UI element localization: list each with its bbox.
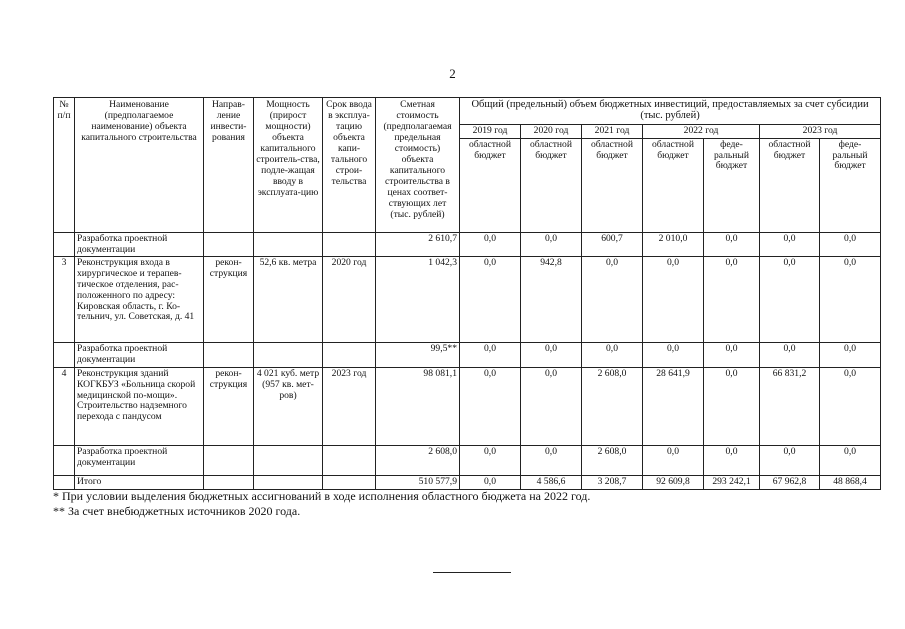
row-number-cell — [54, 343, 75, 368]
object-name-cell: Реконструкция входа в хирургическое и терапев-тическое отделения, рас-положенного по адресу: Кировская область, г. Ко-тельнич, ул. Советская, д. 41 — [75, 257, 204, 343]
amount-cell: 0,0 — [582, 343, 643, 368]
row-number-cell: 4 — [54, 367, 75, 445]
amount-cell: 3 208,7 — [582, 475, 643, 489]
header-sub: областной бюджет — [521, 138, 582, 232]
cost-cell: 510 577,9 — [376, 475, 460, 489]
amount-cell: 0,0 — [760, 343, 820, 368]
cost-cell: 1 042,3 — [376, 257, 460, 343]
amount-cell: 48 868,4 — [820, 475, 881, 489]
amount-cell: 0,0 — [704, 232, 760, 257]
term-cell: 2020 год — [323, 257, 376, 343]
term-cell: 2023 год — [323, 367, 376, 445]
amount-cell: 942,8 — [521, 257, 582, 343]
footnotes — [53, 489, 590, 519]
term-cell — [323, 343, 376, 368]
row-number-cell — [54, 475, 75, 489]
cost-cell: 98 081,1 — [376, 367, 460, 445]
amount-cell: 0,0 — [521, 367, 582, 445]
amount-cell: 2 010,0 — [643, 232, 704, 257]
object-name-cell: Реконструкция зданий КОГКБУЗ «Больница скорой медицинской по-мощи». Строительство надземного перехода с пандусом — [75, 367, 204, 445]
amount-cell: 0,0 — [460, 232, 521, 257]
object-name-cell: Разработка проектной документации — [75, 232, 204, 257]
header-year: 2022 год — [643, 125, 760, 139]
direction-cell — [204, 445, 254, 475]
amount-cell: 0,0 — [643, 343, 704, 368]
row-number-cell: 3 — [54, 257, 75, 343]
header-sub: областной бюджет — [643, 138, 704, 232]
header-sub: областной бюджет — [460, 138, 521, 232]
amount-cell: 2 608,0 — [582, 445, 643, 475]
amount-cell: 0,0 — [643, 257, 704, 343]
table-row — [54, 445, 881, 475]
term-cell — [323, 475, 376, 489]
amount-cell: 0,0 — [460, 367, 521, 445]
amount-cell: 2 608,0 — [582, 367, 643, 445]
header-direction: Направ-ление инвести-рования — [204, 98, 254, 233]
header-capacity: Мощность (прирост мощности) объекта капитального строитель-ства, подле-жащая вводу в эксплуата-цию — [254, 98, 323, 233]
cost-cell: 2 608,0 — [376, 445, 460, 475]
amount-cell: 0,0 — [704, 343, 760, 368]
amount-cell: 4 586,6 — [521, 475, 582, 489]
direction-cell: рекон-струкция — [204, 257, 254, 343]
header-name: Наименование (предполагаемое наименование) объекта капитального строительства — [75, 98, 204, 233]
capacity-cell — [254, 232, 323, 257]
header-cost: Сметная стоимость (предполагаемая предельная стоимость) объекта капитального строительства в ценах соответ-ствующих лет (тыс. рублей) — [376, 98, 460, 233]
header-total-invest: Общий (предельный) объем бюджетных инвестиций, предоставляемых за счет субсидии (тыс. рублей) — [460, 98, 881, 125]
footnote: ** За счет внебюджетных источников 2020 года. — [53, 504, 301, 518]
direction-cell — [204, 232, 254, 257]
table-row — [54, 475, 881, 489]
amount-cell: 0,0 — [704, 445, 760, 475]
amount-cell: 0,0 — [521, 445, 582, 475]
capacity-cell — [254, 343, 323, 368]
amount-cell: 92 609,8 — [643, 475, 704, 489]
header-sub: феде-ральный бюджет — [704, 138, 760, 232]
amount-cell: 0,0 — [820, 257, 881, 343]
row-number-cell — [54, 445, 75, 475]
amount-cell: 28 641,9 — [643, 367, 704, 445]
cost-cell: 2 610,7 — [376, 232, 460, 257]
header-year: 2023 год — [760, 125, 881, 139]
amount-cell: 0,0 — [820, 343, 881, 368]
header-year: 2019 год — [460, 125, 521, 139]
header-sub: областной бюджет — [760, 138, 820, 232]
amount-cell: 0,0 — [460, 475, 521, 489]
budget-table — [53, 97, 881, 490]
header-num: № п/п — [54, 98, 75, 233]
amount-cell: 0,0 — [820, 232, 881, 257]
amount-cell: 293 242,1 — [704, 475, 760, 489]
amount-cell: 0,0 — [643, 445, 704, 475]
cost-cell: 99,5** — [376, 343, 460, 368]
header-sub: феде-ральный бюджет — [820, 138, 881, 232]
amount-cell: 600,7 — [582, 232, 643, 257]
capacity-cell: 4 021 куб. метр (957 кв. мет-ров) — [254, 367, 323, 445]
header-sub: областной бюджет — [582, 138, 643, 232]
table-body — [54, 232, 881, 489]
capacity-cell — [254, 475, 323, 489]
capacity-cell: 52,6 кв. метра — [254, 257, 323, 343]
amount-cell: 0,0 — [704, 367, 760, 445]
term-cell — [323, 232, 376, 257]
capacity-cell — [254, 445, 323, 475]
table-row — [54, 343, 881, 368]
amount-cell: 0,0 — [820, 367, 881, 445]
amount-cell: 0,0 — [460, 343, 521, 368]
direction-cell — [204, 343, 254, 368]
amount-cell: 0,0 — [582, 257, 643, 343]
object-name-cell: Разработка проектной документации — [75, 445, 204, 475]
amount-cell: 0,0 — [760, 257, 820, 343]
amount-cell: 66 831,2 — [760, 367, 820, 445]
amount-cell: 0,0 — [820, 445, 881, 475]
amount-cell: 0,0 — [521, 343, 582, 368]
header-year: 2020 год — [521, 125, 582, 139]
amount-cell: 0,0 — [460, 445, 521, 475]
table-row — [54, 367, 881, 445]
amount-cell: 67 962,8 — [760, 475, 820, 489]
object-name-cell: Разработка проектной документации — [75, 343, 204, 368]
amount-cell: 0,0 — [704, 257, 760, 343]
row-number-cell — [54, 232, 75, 257]
header-year: 2021 год — [582, 125, 643, 139]
footnote: * При условии выделения бюджетных ассигнований в ходе исполнения областного бюджета на 2022 год. — [53, 489, 591, 503]
header-term: Срок ввода в эксплуа-тацию объекта капи-тального строи-тельства — [323, 98, 376, 233]
page-number: 2 — [449, 66, 456, 81]
object-name-cell: Итого — [75, 475, 204, 489]
direction-cell: рекон-струкция — [204, 367, 254, 445]
direction-cell — [204, 475, 254, 489]
amount-cell: 0,0 — [760, 232, 820, 257]
divider-line — [433, 572, 511, 573]
amount-cell: 0,0 — [521, 232, 582, 257]
table-row — [54, 257, 881, 343]
amount-cell: 0,0 — [760, 445, 820, 475]
table-row — [54, 232, 881, 257]
amount-cell: 0,0 — [460, 257, 521, 343]
term-cell — [323, 445, 376, 475]
